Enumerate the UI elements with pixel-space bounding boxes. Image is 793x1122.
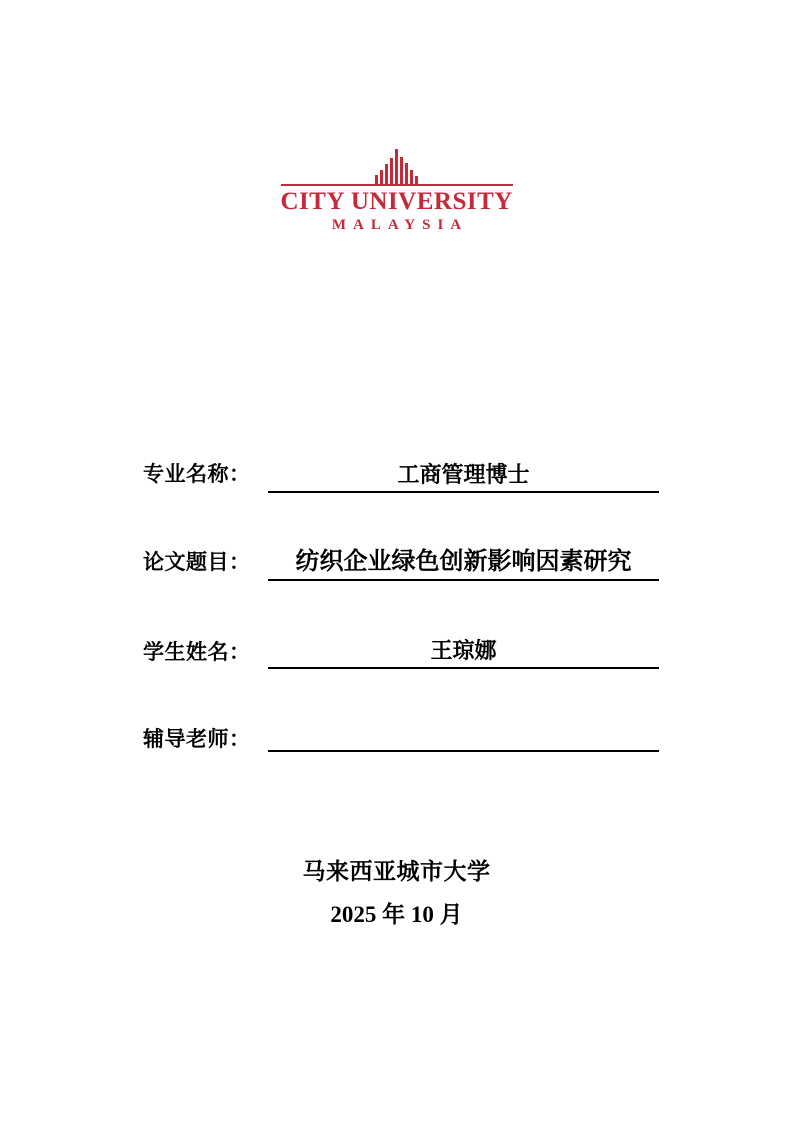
major-field-value: 工商管理博士 bbox=[397, 461, 530, 487]
logo-baseline-rule bbox=[281, 184, 513, 186]
student-name-field-value: 王琼娜 bbox=[430, 637, 497, 663]
footer-date: 2025 年 10 月 bbox=[330, 902, 463, 927]
thesis-title-field-value: 纺织企业绿色创新影响因素研究 bbox=[295, 547, 632, 575]
student-name-field-underline bbox=[268, 636, 659, 669]
thesis-title-field-label: 论文题目： bbox=[143, 551, 251, 574]
university-logo bbox=[281, 148, 513, 234]
logo-subtitle: MALAYSIA bbox=[331, 217, 469, 234]
skyline-icon bbox=[281, 148, 513, 184]
thesis-title-field-underline bbox=[268, 548, 659, 581]
major-field-label: 专业名称： bbox=[143, 463, 251, 486]
footer-university-name: 马来西亚城市大学 bbox=[302, 858, 491, 884]
advisor-field-label: 辅导老师： bbox=[143, 728, 251, 751]
logo-wordmark: CITY UNIVERSITY bbox=[280, 188, 513, 215]
advisor-field-underline bbox=[268, 719, 659, 752]
student-name-field-label: 学生姓名： bbox=[143, 641, 251, 664]
major-field-underline bbox=[268, 460, 659, 493]
